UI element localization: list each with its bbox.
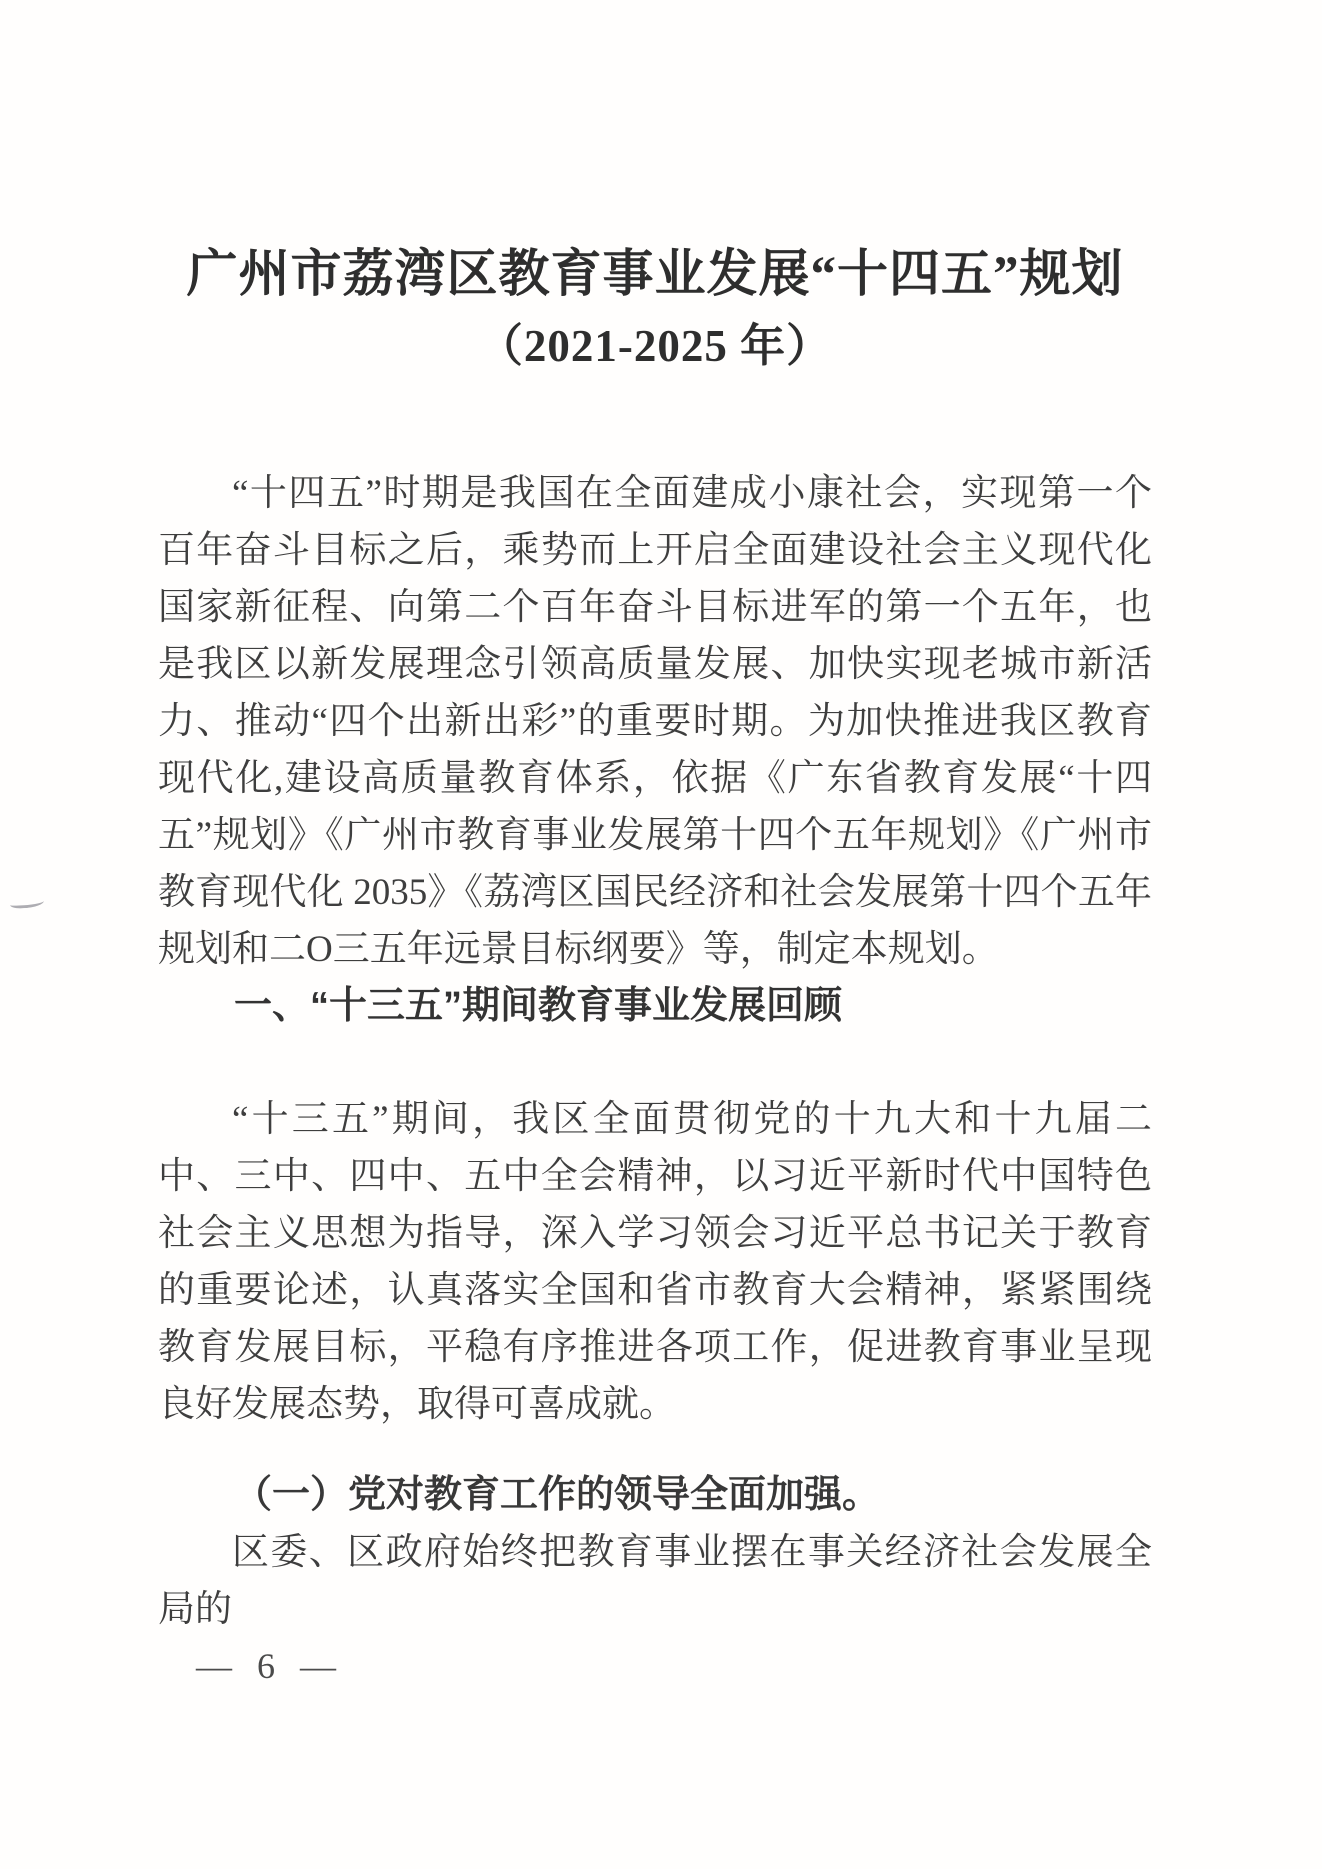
document-content bbox=[158, 0, 1152, 1638]
intro-paragraph: “十四五”时期是我国在全面建成小康社会，实现第一个百年奋斗目标之后，乘势而上开启全面建设社会主义现代化国家新征程、向第二个百年奋斗目标进军的第一个五年，也是我区以新发展理念引领高质量发展、加快实现老城市新活力、推动“四个出新出彩”的重要时期。为加快推进我区教育现代化,建设高质量教育体系，依据《广东省教育发展“十四五”规划》《广州市教育事业发展第十四个五年规划》《广州市教育现代化 2035》《荔湾区国民经济和社会发展第十四个五年规划和二O三五年远景目标纲要》等，制定本规划。 bbox=[158, 473, 1152, 971]
document-title: 广州市荔湾区教育事业发展“十四五”规划 bbox=[186, 247, 1124, 303]
subsection-1-paragraph: 区委、区政府始终把教育事业摆在事关经济社会发展全局的 bbox=[158, 1532, 1152, 1631]
section-1-paragraph: “十三五”期间，我区全面贯彻党的十九大和十九届二中、三中、四中、五中全会精神，以习近平新时代中国特色社会主义思想为指导，深入学习领会习近平总书记关于教育的重要论述，认真落实全国和省市教育大会精神，紧紧围绕教育发展目标，平稳有序推进各项工作，促进教育事业呈现良好发展态势，取得可喜成就。 bbox=[158, 1099, 1152, 1426]
scan-artifact-mark bbox=[10, 897, 45, 909]
page-number: — 6 — bbox=[196, 1646, 344, 1686]
subsection-1-heading: （一）党对教育工作的领导全面加强。 bbox=[234, 1474, 881, 1517]
document-title-years: （2021-2025 年） bbox=[477, 321, 833, 372]
section-1-heading: 一、“十三五”期间教育事业发展回顾 bbox=[234, 985, 843, 1028]
